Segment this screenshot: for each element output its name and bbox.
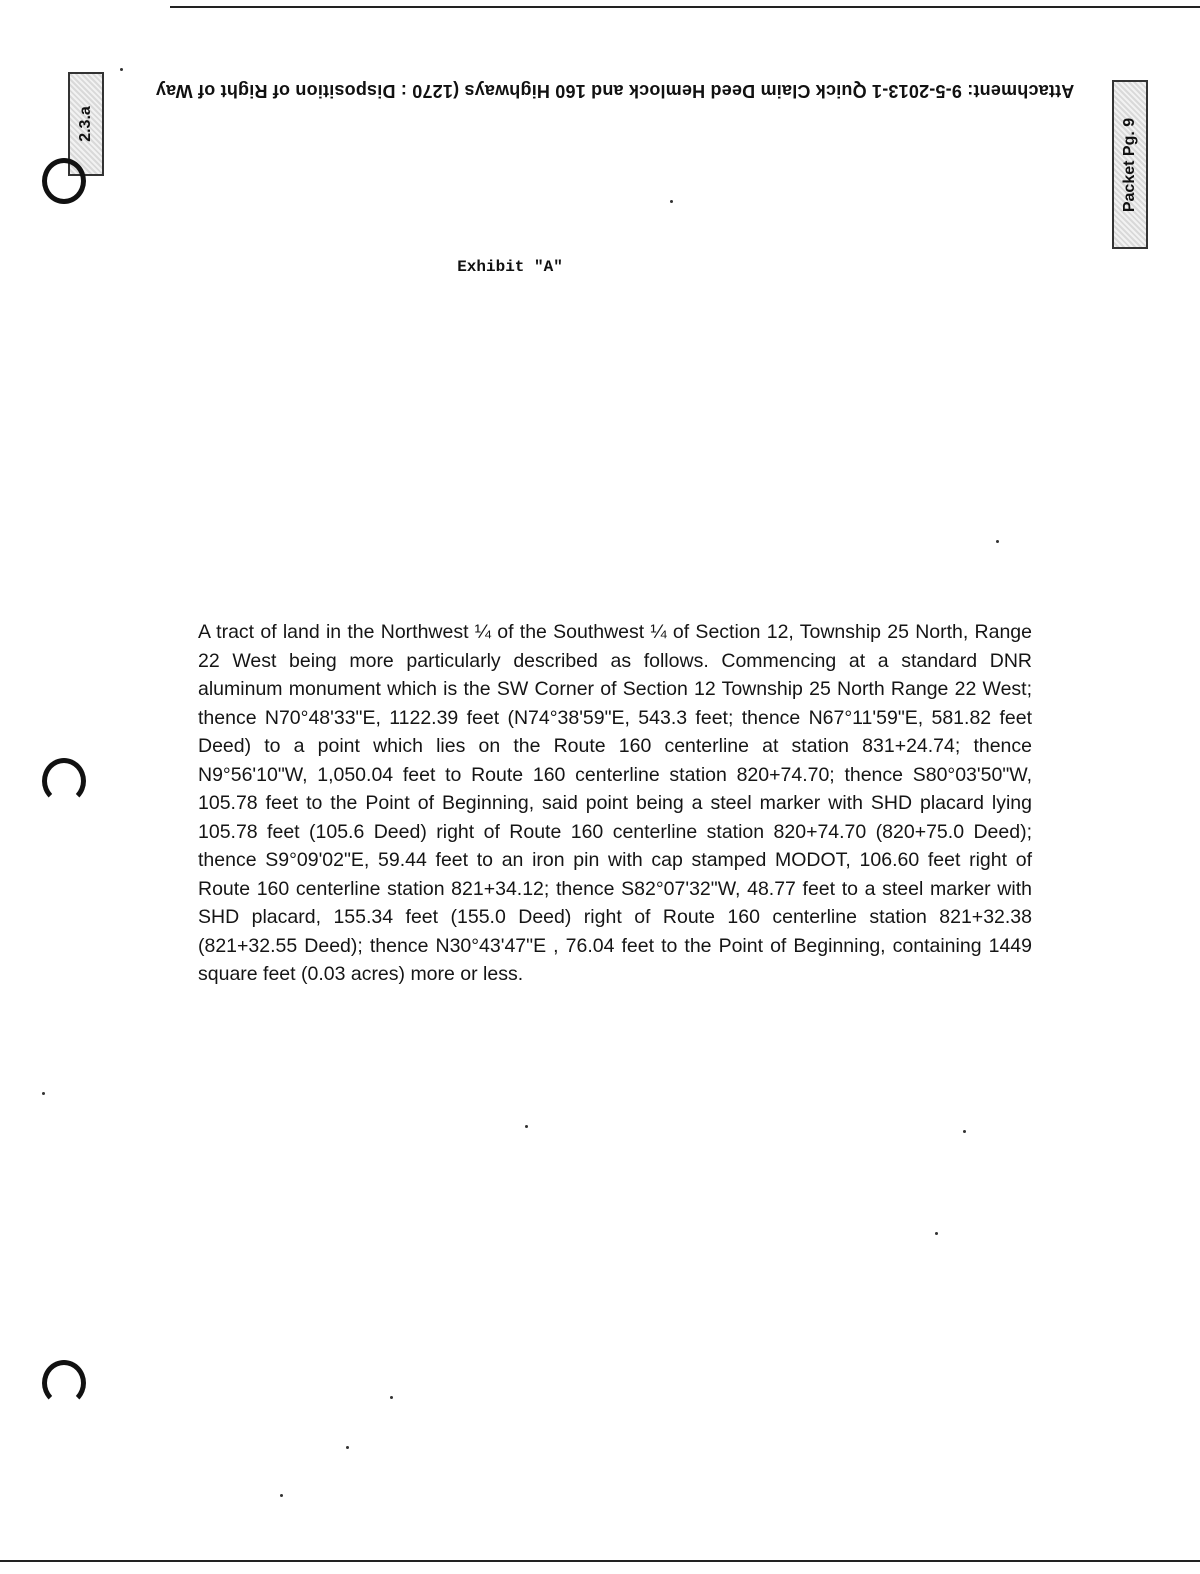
bottom-border-line	[0, 1560, 1200, 1562]
scan-speck	[670, 200, 673, 203]
exhibit-title: Exhibit "A"	[457, 258, 563, 276]
binder-hole-middle	[42, 758, 86, 804]
scan-speck	[390, 1396, 393, 1399]
packet-page-tab	[1112, 80, 1148, 249]
scan-speck	[346, 1446, 349, 1449]
scan-speck	[42, 1092, 45, 1095]
top-border-line	[170, 6, 1200, 8]
attachment-header: Attachment: 9-5-2013-1 Quick Claim Deed Hemlock and 160 Highways (1270 : Disposition of Right of Way	[155, 81, 1075, 101]
scan-speck	[280, 1494, 283, 1497]
binder-hole-bottom	[42, 1360, 86, 1406]
packet-page-label: Packet Pg. 9	[1121, 117, 1138, 212]
binder-hole-top	[42, 158, 86, 204]
scan-speck	[525, 1125, 528, 1128]
section-tab-label: 2.3.a	[77, 106, 94, 142]
legal-description-paragraph: A tract of land in the Northwest ¼ of the Southwest ¼ of Section 12, Township 25 North, Range 22 West being more particularly described as follows. Commencing at a standard DNR aluminum monument which is the SW Corner of Section 12 Township 25 North Range 22 West; thence N70°48'33"E, 1122.39 feet (N74°38'59"E, 543.3 feet; thence N67°11'59"E, 581.82 feet Deed) to a point which lies on the Route 160 centerline at station 831+24.74; thence N9°56'10"W, 1,050.04 feet to Route 160 centerline station 820+74.70; thence S80°03'50"W, 105.78 feet to the Point of Beginning, said point being a steel marker with SHD placard lying 105.78 feet (105.6 Deed) right of Route 160 centerline station 820+74.70 (820+75.0 Deed); thence S9°09'02"E, 59.44 feet to an iron pin with cap stamped MODOT, 106.60 feet right of Route 160 centerline station 821+34.12; thence S82°07'32"W, 48.77 feet to a steel marker with SHD placard, 155.34 feet (155.0 Deed) right of Route 160 centerline station 821+32.38 (821+32.55 Deed); thence N30°43'47"E , 76.04 feet to the Point of Beginning, containing 1449 square feet (0.03 acres) more or less.	[198, 621, 1032, 985]
scan-speck	[935, 1232, 938, 1235]
scan-speck	[963, 1130, 966, 1133]
scan-speck	[996, 540, 999, 543]
scan-speck	[120, 68, 123, 71]
